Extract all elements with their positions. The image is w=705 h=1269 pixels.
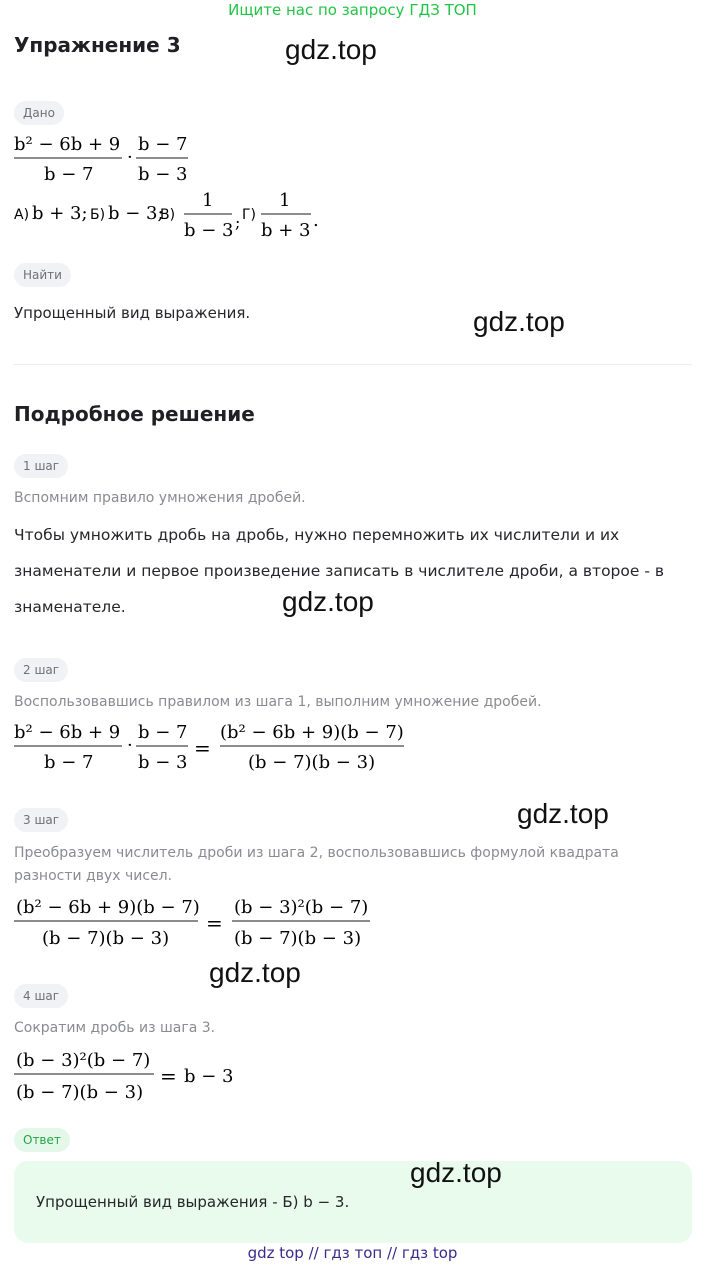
step-4-eq: =	[160, 1064, 177, 1088]
option-c-label: В)	[160, 207, 176, 223]
step-2-tag: 2 шаг	[14, 658, 68, 682]
step-4	[14, 984, 68, 1008]
footer-links[interactable]: gdz top // гдз топ // гдз top	[247, 1244, 458, 1262]
given-den1: b − 7	[44, 164, 94, 185]
step-4-num1: (b − 3)²(b − 7)	[16, 1050, 151, 1071]
watermark: gdz.top	[473, 306, 565, 337]
step-2-eq: =	[194, 736, 211, 760]
step-2-den2: b − 3	[138, 752, 188, 773]
option-d-den: b + 3	[261, 220, 311, 241]
step-3-den2: (b − 7)(b − 3)	[234, 928, 362, 949]
step-3-den1: (b − 7)(b − 3)	[42, 928, 170, 949]
option-c-sep: ;	[235, 213, 241, 232]
watermark: gdz.top	[285, 34, 377, 65]
step-2-num1: b² − 6b + 9	[14, 722, 121, 743]
step-3-math	[14, 893, 394, 953]
page-title: Упражнение 3	[14, 33, 181, 57]
answer-options	[14, 186, 344, 242]
find-section	[14, 263, 71, 287]
step-1-tag: 1 шаг	[14, 454, 68, 478]
find-tag: Найти	[14, 263, 71, 287]
step-2-dot: ·	[127, 735, 133, 756]
option-b-label: Б)	[90, 207, 106, 223]
option-c-num: 1	[202, 190, 214, 211]
option-b: b − 3;	[108, 203, 164, 224]
given-expression	[14, 130, 214, 186]
given-num2: b − 7	[138, 134, 188, 155]
answer-tag: Ответ	[14, 1128, 70, 1152]
step-1	[14, 454, 68, 478]
step-4-den1: (b − 7)(b − 3)	[16, 1082, 144, 1103]
step-3-hint: Преобразуем числитель дроби из шага 2, воспользовавшись формулой квадрата разности двух чисел.	[14, 845, 619, 884]
step-4-result: b − 3	[184, 1066, 234, 1087]
step-2-num3: (b² − 6b + 9)(b − 7)	[220, 722, 404, 743]
step-3-num1: (b² − 6b + 9)(b − 7)	[16, 897, 200, 918]
divider	[14, 364, 692, 365]
option-c-den: b − 3	[184, 220, 234, 241]
step-2-math	[14, 718, 414, 776]
step-3-tag: 3 шаг	[14, 808, 68, 832]
watermark: gdz.top	[517, 798, 609, 829]
step-1-text: Чтобы умножить дробь на дробь, нужно перемножить их числители и их знаменатели и первое произведение записать в числителе дроби, а второе - в знаменателе.	[14, 526, 664, 616]
step-4-tag: 4 шаг	[14, 984, 68, 1008]
step-2	[14, 658, 68, 682]
watermark: gdz.top	[209, 957, 301, 988]
watermark: gdz.top	[410, 1157, 502, 1188]
step-2-den3: (b − 7)(b − 3)	[248, 752, 376, 773]
option-a-label: А)	[14, 207, 30, 223]
option-d-num: 1	[279, 190, 291, 211]
step-1-hint: Вспомним правило умножения дробей.	[14, 490, 306, 506]
given-num1: b² − 6b + 9	[14, 134, 121, 155]
step-4-hint: Сократим дробь из шага 3.	[14, 1020, 216, 1036]
step-2-hint: Воспользовавшись правилом из шага 1, выполним умножение дробей.	[14, 694, 542, 710]
given-tag: Дано	[14, 101, 64, 125]
given-section	[14, 101, 64, 125]
step-2-den1: b − 7	[44, 752, 94, 773]
step-3-num2: (b − 3)²(b − 7)	[234, 897, 369, 918]
watermark: gdz.top	[282, 586, 374, 617]
option-a: b + 3;	[32, 203, 88, 224]
answer-section	[14, 1128, 70, 1152]
given-dot: ·	[127, 147, 133, 168]
find-text: Упрощенный вид выражения.	[14, 304, 251, 322]
option-d-label: Г)	[242, 207, 256, 223]
step-4-math	[14, 1046, 274, 1108]
option-d-end: .	[313, 210, 319, 231]
step-2-num2: b − 7	[138, 722, 188, 743]
search-banner: Ищите нас по запросу ГДЗ ТОП	[228, 1, 477, 19]
step-3-eq: =	[206, 911, 223, 935]
given-den2: b − 3	[138, 164, 188, 185]
solution-heading: Подробное решение	[14, 402, 255, 426]
answer-text: Упрощенный вид выражения - Б) b − 3.	[36, 1193, 350, 1211]
step-3	[14, 808, 68, 832]
